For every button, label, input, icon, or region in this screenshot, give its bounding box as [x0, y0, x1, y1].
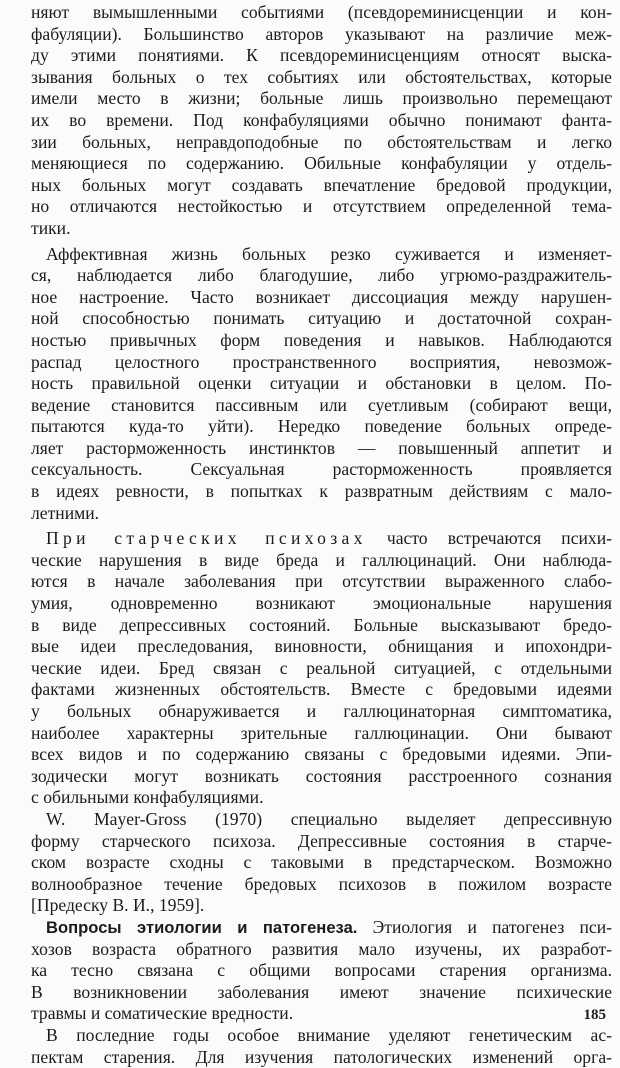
text-line: зодически могут возникать состояния расстроенного сознания — [31, 766, 612, 788]
text-line: тики. — [31, 218, 612, 240]
page-number: 185 — [584, 1007, 607, 1024]
text-line: в виде депрессивных состояний. Больные высказывают бредо- — [31, 615, 612, 637]
text-run: Этиология и патогенез пси- — [357, 917, 612, 937]
text-line: пектам старения. Для изучения патологических изменений орга- — [31, 1047, 612, 1068]
paragraph — [31, 917, 612, 1025]
text-line: пытаются куда-то уйти). Нередко поведение больных опреде- — [31, 416, 612, 438]
text-line: волнообразное течение бредовых психозов в пожилом возрасте — [31, 874, 612, 896]
text-line: меняющиеся по содержанию. Обильные конфабуляции у отдель- — [31, 153, 612, 175]
text-run: часто встречаются психи- — [367, 528, 612, 548]
text-line: но отличаются нестойкостью и отсутствием определенной тема- — [31, 196, 612, 218]
paragraph — [31, 1025, 612, 1068]
text-line: ка тесно связана с общими вопросами старения организма. — [31, 960, 612, 982]
paragraph — [31, 244, 612, 525]
text-line: всех видов и по содержанию связаны с бредовыми идеями. Эпи- — [31, 744, 612, 766]
text-line: в идеях ревности, в попытках к развратным действиям с мало- — [31, 481, 612, 503]
text-line: зии больных, неправдоподобные по обстоятельствам и легко — [31, 132, 612, 154]
spaced-emphasis: При старческих психозах — [46, 528, 367, 548]
text-line: В возникновении заболевания имеют значение психические — [31, 982, 612, 1004]
text-line: фактами жизненных обстоятельств. Вместе с бредовыми идеями — [31, 679, 612, 701]
text-line: их во времени. Под конфабуляциями обычно понимают фанта- — [31, 110, 612, 132]
text-line: ются в начале заболевания при отсутствии выраженного слабо- — [31, 571, 612, 593]
text-line: травмы и соматические вредности. — [31, 1003, 612, 1025]
body-text — [31, 2, 612, 1068]
text-line: зывания больных о тех событиях или обстоятельствах, которые — [31, 67, 612, 89]
text-line: ческие идеи. Бред связан с реальной ситуацией, с отдельными — [31, 658, 612, 680]
text-line: ностью привычных форм поведения и навыков. Наблюдаются — [31, 330, 612, 352]
text-line: ведение становится пассивным или суетливым (собирают вещи, — [31, 395, 612, 417]
text-line: ся, наблюдается либо благодушие, либо угрюмо-раздражитель- — [31, 265, 612, 287]
paragraph — [31, 809, 612, 917]
text-line — [31, 917, 612, 939]
text-line: ных больных могут создавать впечатление бредовой продукции, — [31, 175, 612, 197]
text-line: хозов возраста обратного развития мало изучены, их разработ- — [31, 939, 612, 961]
text-line: форму старческого психоза. Депрессивные состояния в старче- — [31, 831, 612, 853]
text-line: вые идеи преследования, виновности, обнищания и ипохондри- — [31, 636, 612, 658]
text-line: ной способностью понимать ситуацию и достаточной сохран- — [31, 308, 612, 330]
section-heading: Вопросы этиологии и патогенеза. — [46, 918, 357, 937]
text-line: ском возрасте сходны с таковыми в предстарческом. Возможно — [31, 852, 612, 874]
text-line: В последние годы особое внимание уделяют генетическим ас- — [31, 1025, 612, 1047]
text-line: распад целостного пространственного восприятия, невозмож- — [31, 352, 612, 374]
text-line: у больных обнаруживается и галлюцинаторная симптоматика, — [31, 701, 612, 723]
text-line: ляет расторможенность инстинктов — повышенный аппетит и — [31, 438, 612, 460]
text-line — [31, 528, 612, 550]
text-line: ческие нарушения в виде бреда и галлюцинаций. Они наблюда- — [31, 550, 612, 572]
text-line: Аффективная жизнь больных резко суживается и изменяет- — [31, 244, 612, 266]
text-line: летними. — [31, 503, 612, 525]
text-line: с обильными конфабуляциями. — [31, 787, 612, 809]
text-line: [Предеску В. И., 1959]. — [31, 895, 612, 917]
paragraph — [31, 2, 612, 240]
text-line: ду этими понятиями. К псевдореминисценциям относят выска- — [31, 45, 612, 67]
text-line: имели место в жизни; больные лишь произвольно перемещают — [31, 88, 612, 110]
text-line: наиболее характерны зрительные галлюцинации. Они бывают — [31, 723, 612, 745]
text-line: умия, одновременно возникают эмоциональные нарушения — [31, 593, 612, 615]
paragraph — [31, 528, 612, 809]
text-line: ность правильной оценки ситуации и обстановки в целом. По- — [31, 373, 612, 395]
text-line: няют вымышленными событиями (псевдореминисценции и кон- — [31, 2, 612, 24]
text-line: сексуальность. Сексуальная расторможенность проявляется — [31, 459, 612, 481]
text-line: W. Mayer-Gross (1970) специально выделяет депрессивную — [31, 809, 612, 831]
text-line: ное настроение. Часто возникает диссоциация между нарушен- — [31, 287, 612, 309]
text-line: фабуляции). Большинство авторов указывают на различие меж- — [31, 24, 612, 46]
